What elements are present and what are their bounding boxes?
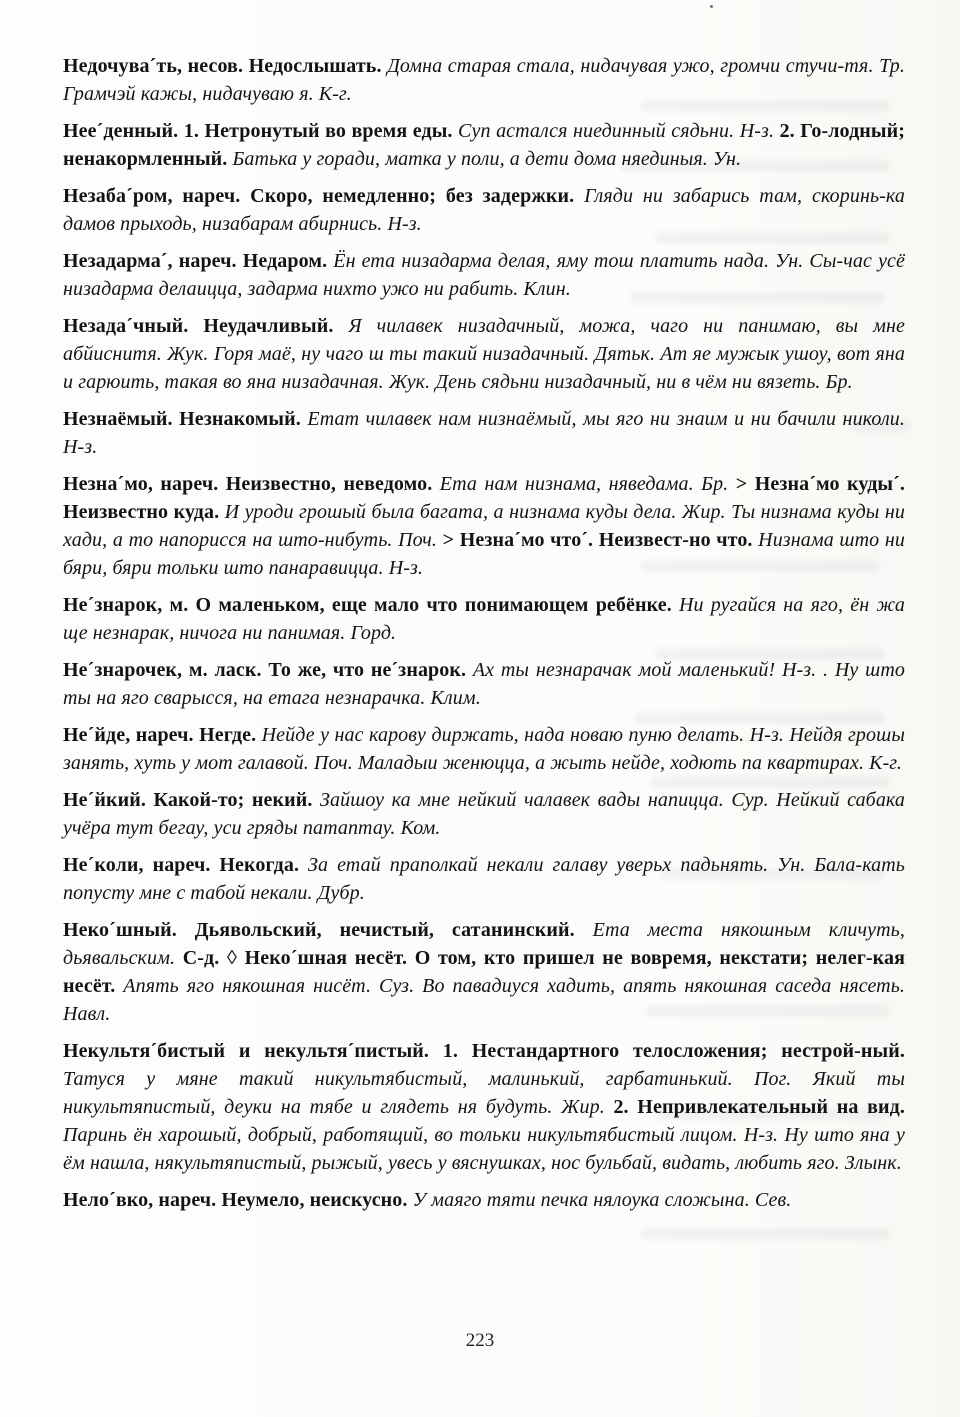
- dictionary-entry: [63, 721, 905, 777]
- entry-segment-italic: Ета нам низнама, няведама. Бр.: [439, 473, 736, 495]
- entry-segment-italic: Нейде у нас карову диржать, нада новаю пуню делать. Н-з. Нейдя грошы занять, хуть у мот галавой. Поч. Маладыи женюцца, а жыть нейде, ходють па квартирах. К-г.: [63, 724, 905, 774]
- entry-segment-bold: 2. Непривлекательный на вид.: [613, 1096, 905, 1118]
- entry-segment-bold: Неко´шный. Дьявольский, нечистый, сатанинский.: [63, 919, 593, 941]
- dictionary-entry: [63, 591, 905, 647]
- entry-segment-italic: У маяго тяти печка нялоука сложына. Сев.: [412, 1189, 792, 1211]
- entries-column: [63, 52, 905, 1223]
- entry-segment-italic: Татуся у мяне такий никультябистый, малинький, гарбатинький. Пог. Який ты никультяпистый, деуки на тябе и глядеть ня будуть. Жир.: [63, 1068, 905, 1118]
- entry-segment-italic: Я чилавек низадачный, можа, чаго ни панимаю, вы мне абйиснитя. Жук. Горя маё, ну чаго ш ты такий низадачный. Дятьк. Ат яе мужык ушоу, вот яна и гарюить, такая во яна низадачная. Жук. День сядьни низадачный, ни в чём ни вязеть. Бр.: [63, 315, 906, 393]
- entry-segment-bold: > Незна´мо куды´. Неизвестно куда.: [63, 473, 905, 523]
- entry-segment-bold: Незаба´ром, нареч. Скоро, немедленно; без задержки.: [63, 185, 585, 207]
- dictionary-entry: [63, 786, 905, 842]
- entry-segment-bold: Не´коли, нареч. Некогда.: [63, 854, 309, 876]
- entry-segment-italic: Батька у горади, матка у поли, а дети дома няединыя. Ун.: [232, 148, 742, 170]
- entry-segment-bold: Незнаёмый. Незнакомый.: [63, 408, 308, 430]
- entry-segment-bold: > Незна´мо что´. Неизвест-но что.: [442, 529, 759, 551]
- entry-segment-italic: Низнама што ни бяри, бяри тольки што панаравицца. Н-з.: [63, 529, 905, 579]
- entry-segment-bold: 2. Го-лодный; ненакормленный.: [63, 120, 906, 170]
- entry-segment-bold: Не´знарочек, м. ласк. То же, что не´знарок.: [63, 659, 473, 681]
- dictionary-entry: [63, 247, 905, 303]
- entry-segment-bold: Нее´денный. 1. Нетронутый во время еды.: [63, 120, 459, 142]
- scan-speck: [710, 5, 713, 8]
- entry-segment-bold: Нело´вко, нареч. Неумело, неискусно.: [63, 1189, 413, 1211]
- entry-segment-italic: Домна старая стала, нидачувая ужо, громчи стучи-тя. Тр. Грамчэй кажы, нидачуваю я. К-г.: [63, 55, 905, 105]
- dictionary-entry: [63, 117, 905, 173]
- dictionary-entry: [63, 312, 905, 396]
- entry-segment-italic: Зайшоу ка мне нейкий чалавек вады напицца. Сур. Нейкий сабака учёра тут бегау, уси гряды патаптау. Ком.: [63, 789, 905, 839]
- entry-segment-italic: Паринь ён харошый, добрый, работящий, во тольки никультябистый лицом. Н-з. Ну што яна у ём нашла, някультяпистый, рыжый, увесь у вяснушках, нос бульбай, видать, любить яго. Злынк.: [63, 1124, 905, 1174]
- dictionary-entry: [63, 916, 905, 1028]
- entry-segment-bold: С-д. ◊ Неко´шная несёт. О том, кто пришел не вовремя, некстати; нелег-кая несёт.: [63, 947, 905, 997]
- dictionary-entry: [63, 470, 905, 582]
- dictionary-entry: [63, 182, 905, 238]
- entry-segment-bold: Незадарма´, нареч. Недаром.: [63, 250, 334, 272]
- dictionary-entry: [63, 1186, 905, 1214]
- page-number: 223: [465, 1330, 495, 1351]
- dictionary-entry: [63, 851, 905, 907]
- entry-segment-italic: Ета места някошным кличуть, дьявальским.: [63, 919, 905, 969]
- dictionary-entry: [63, 1037, 905, 1177]
- entry-segment-italic: Апять яго някошная нисёт. Суз. Во павадиуся хадить, апять някошная саседа нясеть. Навл.: [63, 975, 906, 1025]
- dictionary-entry: [63, 405, 905, 461]
- entry-segment-bold: Некультя´бистый и некультя´пистый. 1. Нестандартного телосложения; нестрой-ный.: [63, 1040, 905, 1062]
- entry-segment-bold: Недочува´ть, несов. Недослышать.: [63, 55, 388, 77]
- entry-segment-italic: И уроди грошый была багата, а низнама куды дела. Жир. Ты низнама куды ни хади, а то напорисся на што-нибуть. Поч.: [63, 501, 905, 551]
- bleedthrough-artifact: [640, 1228, 890, 1240]
- dictionary-entry: [63, 656, 905, 712]
- entry-segment-italic: Етат чилавек нам низнаёмый, мы яго ни знаим и ни бачили николи. Н-з.: [63, 408, 905, 458]
- entry-segment-italic: За етай праполкай некали галаву уверьх падьнять. Ун. Бала-кать попусту мне с табой некали. Дубр.: [63, 854, 905, 904]
- entry-segment-italic: Гляди ни забарись там, скоринь-ка дамов прыходь, низабарам абирнись. Н-з.: [63, 185, 905, 235]
- entry-segment-italic: Суп астался ниединный сядьни. Н-з.: [458, 120, 780, 142]
- entry-segment-italic: Ни ругайся на яго, ён жа ще незнарак, ничога ни панимая. Горд.: [63, 594, 905, 644]
- entry-segment-bold: Не´йкий. Какой-то; некий.: [63, 789, 321, 811]
- entry-segment-bold: Незада´чный. Неудачливый.: [63, 315, 349, 337]
- entry-segment-bold: Не´знарок, м. О маленьком, еще мало что понимающем ребёнке.: [63, 594, 679, 616]
- dictionary-entry: [63, 52, 905, 108]
- entry-segment-italic: Ах ты незнарачак мой маленький! Н-з. . Ну што ты на яго сварысся, на етага незнарачка. Клим.: [63, 659, 905, 709]
- entry-segment-italic: Ён ета низадарма делая, яму тош платить нада. Ун. Сы-час усё низадарма делаицца, задарма нихто ужо ни рабить. Клин.: [63, 250, 906, 300]
- entry-segment-bold: Не´йде, нареч. Негде.: [63, 724, 262, 746]
- entry-segment-bold: Незна´мо, нареч. Неизвестно, неведомо.: [63, 473, 440, 495]
